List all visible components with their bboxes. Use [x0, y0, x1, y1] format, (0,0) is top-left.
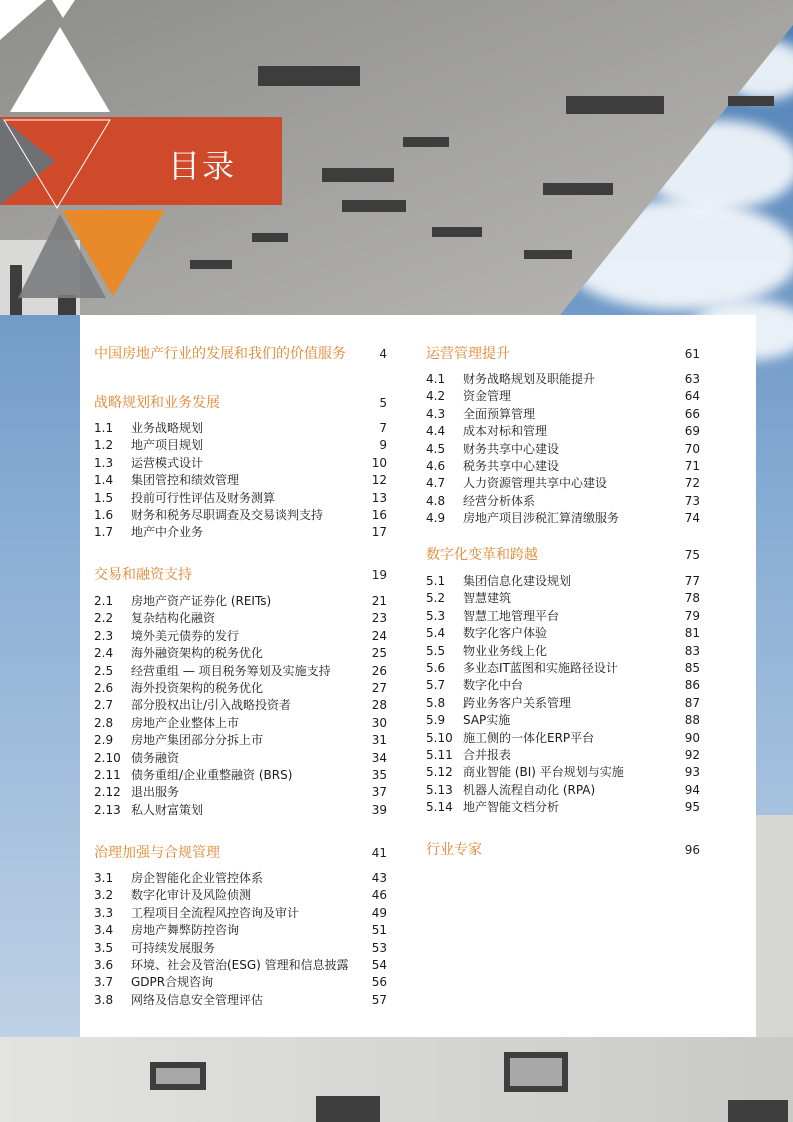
toc-item[interactable]	[426, 573, 700, 590]
item-label: 退出服务	[131, 785, 180, 800]
item-label: 合并报表	[463, 747, 512, 762]
item-page: 69	[684, 424, 700, 439]
toc-item[interactable]	[94, 663, 387, 680]
item-page: 92	[684, 747, 700, 762]
item-number: 2.4	[94, 646, 114, 661]
item-number: 3.8	[94, 992, 114, 1007]
toc-item[interactable]	[94, 750, 387, 767]
toc-section-6[interactable]	[426, 840, 700, 860]
toc-section-0[interactable]	[94, 344, 387, 364]
section-title[interactable]: 战略规划和业务发展	[94, 395, 220, 411]
toc-item[interactable]	[94, 420, 387, 437]
toc-item[interactable]	[426, 660, 700, 677]
toc-item[interactable]	[426, 388, 700, 405]
item-page: 93	[684, 765, 700, 780]
item-label: 房地产集团部分分拆上市	[131, 733, 264, 748]
item-label: 房地产舞弊防控咨询	[131, 923, 240, 938]
item-label: 部分股权出让/引入战略投资者	[131, 698, 292, 713]
item-page: 31	[371, 733, 387, 748]
item-label: 物业业务线上化	[463, 643, 548, 658]
item-label: 财务和税务尽职调查及交易谈判支持	[131, 507, 324, 522]
item-label: 机器人流程自动化 (RPA)	[463, 782, 596, 797]
item-page: 46	[371, 888, 387, 903]
toc-item[interactable]	[94, 455, 387, 472]
item-number: 4.3	[426, 406, 446, 421]
item-page: 77	[684, 574, 700, 588]
item-label: 业务战略规划	[131, 421, 204, 435]
item-number: 5.12	[426, 765, 453, 780]
item-page: 66	[684, 406, 700, 421]
toc-item[interactable]	[426, 458, 700, 475]
item-label: 地产智能文档分析	[463, 800, 560, 815]
toc-item[interactable]	[94, 767, 387, 784]
item-page: 54	[371, 957, 387, 972]
item-number: 1.4	[94, 473, 114, 488]
item-page: 72	[684, 476, 700, 491]
toc-item[interactable]	[94, 472, 387, 489]
toc-item[interactable]	[94, 974, 387, 991]
item-number: 2.7	[94, 698, 114, 713]
item-number: 3.7	[94, 975, 114, 990]
toc-item[interactable]	[94, 628, 387, 645]
item-label: 成本对标和管理	[463, 424, 548, 439]
item-page: 74	[684, 511, 700, 526]
item-label: 房地产企业整体上市	[131, 715, 240, 730]
toc-items-1	[94, 420, 387, 542]
item-label: 境外美元债券的发行	[131, 628, 240, 643]
item-label: 跨业务客户关系管理	[463, 695, 572, 710]
toc-item[interactable]	[426, 371, 700, 388]
item-page: 10	[371, 455, 387, 470]
item-page: 43	[371, 871, 387, 885]
item-label: 数字化审计及风险侦测	[131, 888, 252, 903]
item-label: 房企智能化企业管控体系	[131, 871, 264, 885]
toc-item[interactable]	[426, 590, 700, 607]
item-page: 86	[684, 678, 700, 693]
toc-item[interactable]	[94, 680, 387, 697]
item-page: 71	[684, 458, 700, 473]
toc-item[interactable]	[94, 905, 387, 922]
section-title[interactable]: 治理加强与合规管理	[94, 845, 220, 861]
section-title[interactable]: 数字化变革和跨越	[426, 547, 538, 563]
item-number: 5.11	[426, 747, 453, 762]
item-number: 2.10	[94, 750, 121, 765]
item-number: 4.9	[426, 511, 446, 526]
item-page: 63	[684, 372, 700, 386]
item-label: 地产中介业务	[131, 525, 204, 540]
item-number: 1.7	[94, 525, 114, 540]
toc-item[interactable]	[426, 493, 700, 510]
toc-item[interactable]	[94, 715, 387, 732]
section-title[interactable]: 交易和融资支持	[94, 567, 192, 583]
toc-item[interactable]	[426, 625, 700, 642]
item-number: 2.11	[94, 767, 121, 782]
item-number: 1.5	[94, 490, 114, 505]
item-page: 16	[371, 507, 387, 522]
toc-item[interactable]	[94, 732, 387, 749]
item-label: 运营模式设计	[131, 455, 204, 470]
item-label: 复杂结构化融资	[131, 611, 216, 626]
item-number: 2.8	[94, 715, 114, 730]
item-page: 30	[371, 715, 387, 730]
section-page: 61	[684, 347, 700, 361]
item-number: 2.3	[94, 628, 114, 643]
item-label: 全面预算管理	[463, 406, 536, 421]
toc-item[interactable]	[94, 593, 387, 610]
toc-item[interactable]	[94, 490, 387, 507]
page-title: 目录	[168, 147, 237, 185]
item-label: 债务重组/企业重整融资 (BRS)	[131, 767, 293, 782]
item-page: 37	[371, 785, 387, 800]
item-label: 经营分析体系	[463, 493, 536, 508]
toc-section-4[interactable]	[426, 344, 700, 364]
item-label: 智慧建筑	[463, 591, 512, 606]
toc-item[interactable]	[94, 507, 387, 524]
item-page: 7	[379, 421, 387, 435]
toc-item[interactable]	[426, 677, 700, 694]
item-page: 83	[684, 643, 700, 658]
item-number: 2.2	[94, 611, 114, 626]
item-number: 1.1	[94, 421, 114, 435]
item-page: 13	[371, 490, 387, 505]
item-label: 投前可行性评估及财务测算	[131, 490, 276, 505]
item-number: 5.4	[426, 626, 446, 641]
item-number: 5.1	[426, 574, 446, 588]
toc-item[interactable]	[426, 475, 700, 492]
item-number: 2.12	[94, 785, 121, 800]
item-label: GDPR合规咨询	[131, 975, 214, 990]
item-number: 5.6	[426, 660, 446, 675]
item-number: 3.6	[94, 957, 114, 972]
item-number: 2.9	[94, 733, 114, 748]
item-label: 环境、社会及管治(ESG) 管理和信息披露	[131, 957, 349, 972]
item-number: 2.1	[94, 594, 114, 608]
item-page: 73	[684, 493, 700, 508]
item-number: 5.2	[426, 591, 446, 606]
item-page: 53	[371, 940, 387, 955]
item-label: 数字化客户体验	[463, 626, 548, 641]
item-label: 集团管控和绩效管理	[131, 473, 240, 488]
toc-item[interactable]	[94, 784, 387, 801]
item-label: 经营重组 — 项目税务筹划及实施支持	[131, 663, 331, 678]
toc-item[interactable]	[426, 764, 700, 781]
item-page: 17	[371, 525, 387, 540]
item-label: 多业态IT蓝图和实施路径设计	[463, 660, 618, 675]
toc-item[interactable]	[426, 608, 700, 625]
item-page: 95	[684, 800, 700, 815]
item-label: 房地产项目涉税汇算清缴服务	[463, 511, 620, 526]
item-page: 79	[684, 608, 700, 623]
item-page: 88	[684, 713, 700, 728]
item-label: 税务共享中心建设	[463, 458, 560, 473]
item-page: 25	[371, 646, 387, 661]
item-number: 5.8	[426, 695, 446, 710]
item-page: 28	[371, 698, 387, 713]
item-number: 4.4	[426, 424, 446, 439]
section-page: 4	[379, 347, 387, 361]
item-label: 海外投资架构的税务优化	[131, 680, 264, 695]
toc-item[interactable]	[94, 802, 387, 819]
toc-item[interactable]	[426, 730, 700, 747]
item-label: 数字化中台	[463, 678, 524, 693]
item-page: 81	[684, 626, 700, 641]
toc-item[interactable]	[94, 524, 387, 541]
toc-item[interactable]	[94, 697, 387, 714]
toc-panel	[80, 315, 756, 1037]
section-title[interactable]: 中国房地产行业的发展和我们的价值服务	[94, 346, 346, 362]
item-label: 网络及信息安全管理评估	[131, 992, 264, 1007]
item-page: 21	[371, 594, 387, 608]
item-label: 财务战略规划及职能提升	[463, 372, 596, 386]
toc-item[interactable]	[426, 782, 700, 799]
toc-section-1[interactable]	[94, 393, 387, 413]
item-number: 4.7	[426, 476, 446, 491]
toc-item[interactable]	[426, 643, 700, 660]
item-number: 5.13	[426, 782, 453, 797]
triangle-decoration	[0, 0, 300, 320]
section-title[interactable]: 运营管理提升	[426, 346, 510, 362]
item-page: 12	[371, 473, 387, 488]
item-number: 3.1	[94, 871, 114, 885]
item-page: 9	[379, 438, 387, 453]
item-page: 23	[371, 611, 387, 626]
item-page: 87	[684, 695, 700, 710]
item-label: 智慧工地管理平台	[463, 608, 560, 623]
item-page: 85	[684, 660, 700, 675]
section-page: 41	[371, 846, 387, 860]
item-page: 35	[371, 767, 387, 782]
item-page: 34	[371, 750, 387, 765]
item-number: 3.2	[94, 888, 114, 903]
item-page: 64	[684, 389, 700, 404]
toc-items-5	[426, 573, 700, 816]
toc-item[interactable]	[426, 423, 700, 440]
item-page: 70	[684, 441, 700, 456]
toc-item[interactable]	[94, 957, 387, 974]
item-number: 3.4	[94, 923, 114, 938]
toc-items-4	[426, 371, 700, 528]
item-number: 4.6	[426, 458, 446, 473]
toc-item[interactable]	[94, 610, 387, 627]
section-page: 5	[379, 396, 387, 410]
toc-section-2[interactable]	[94, 565, 387, 585]
item-number: 3.3	[94, 905, 114, 920]
item-label: 施工侧的一体化ERP平台	[463, 730, 595, 745]
item-label: 财务共享中心建设	[463, 441, 560, 456]
item-number: 5.10	[426, 730, 453, 745]
item-page: 26	[371, 663, 387, 678]
item-page: 57	[371, 992, 387, 1007]
toc-item[interactable]	[426, 510, 700, 527]
item-label: 可持续发展服务	[131, 940, 216, 955]
toc-item[interactable]	[94, 940, 387, 957]
item-page: 39	[371, 802, 387, 817]
section-page: 75	[684, 548, 700, 562]
toc-items-2	[94, 593, 387, 819]
toc-section-5[interactable]	[426, 545, 700, 565]
item-page: 51	[371, 923, 387, 938]
section-page: 96	[684, 843, 700, 857]
item-label: 地产项目规划	[131, 438, 204, 453]
item-label: SAP实施	[463, 713, 511, 728]
toc-item[interactable]	[94, 992, 387, 1009]
item-label: 债务融资	[131, 750, 180, 765]
item-label: 房地产资产证券化 (REITs)	[131, 594, 272, 608]
toc-item[interactable]	[94, 437, 387, 454]
item-label: 资金管理	[463, 389, 512, 404]
toc-item[interactable]	[426, 441, 700, 458]
toc-item[interactable]	[426, 799, 700, 816]
item-page: 24	[371, 628, 387, 643]
item-number: 5.14	[426, 800, 453, 815]
item-number: 1.3	[94, 455, 114, 470]
item-page: 56	[371, 975, 387, 990]
item-number: 2.6	[94, 680, 114, 695]
item-label: 私人财富策划	[131, 802, 204, 817]
item-number: 5.7	[426, 678, 446, 693]
toc-item[interactable]	[94, 887, 387, 904]
toc-item[interactable]	[426, 747, 700, 764]
item-label: 商业智能 (BI) 平台规划与实施	[463, 765, 624, 780]
toc-item[interactable]	[94, 870, 387, 887]
item-number: 5.3	[426, 608, 446, 623]
item-page: 94	[684, 782, 700, 797]
item-number: 5.9	[426, 713, 446, 728]
item-number: 4.2	[426, 389, 446, 404]
item-number: 4.8	[426, 493, 446, 508]
toc-item[interactable]	[94, 922, 387, 939]
item-number: 5.5	[426, 643, 446, 658]
item-page: 90	[684, 730, 700, 745]
toc-item[interactable]	[426, 712, 700, 729]
item-number: 4.5	[426, 441, 446, 456]
item-label: 工程项目全流程风控咨询及审计	[131, 905, 300, 920]
toc-item[interactable]	[426, 406, 700, 423]
item-number: 2.13	[94, 802, 121, 817]
item-number: 3.5	[94, 940, 114, 955]
item-number: 1.6	[94, 507, 114, 522]
item-page: 78	[684, 591, 700, 606]
item-number: 1.2	[94, 438, 114, 453]
toc-item[interactable]	[426, 695, 700, 712]
toc-item[interactable]	[94, 645, 387, 662]
item-number: 4.1	[426, 372, 446, 386]
item-number: 2.5	[94, 663, 114, 678]
toc-items-3	[94, 870, 387, 1009]
item-label: 海外融资架构的税务优化	[131, 646, 264, 661]
item-page: 49	[371, 905, 387, 920]
section-title[interactable]: 行业专家	[426, 842, 482, 858]
item-label: 人力资源管理共享中心建设	[463, 476, 608, 491]
item-label: 集团信息化建设规划	[463, 574, 572, 588]
toc-section-3[interactable]	[94, 843, 387, 863]
section-page: 19	[371, 568, 387, 582]
item-page: 27	[371, 680, 387, 695]
